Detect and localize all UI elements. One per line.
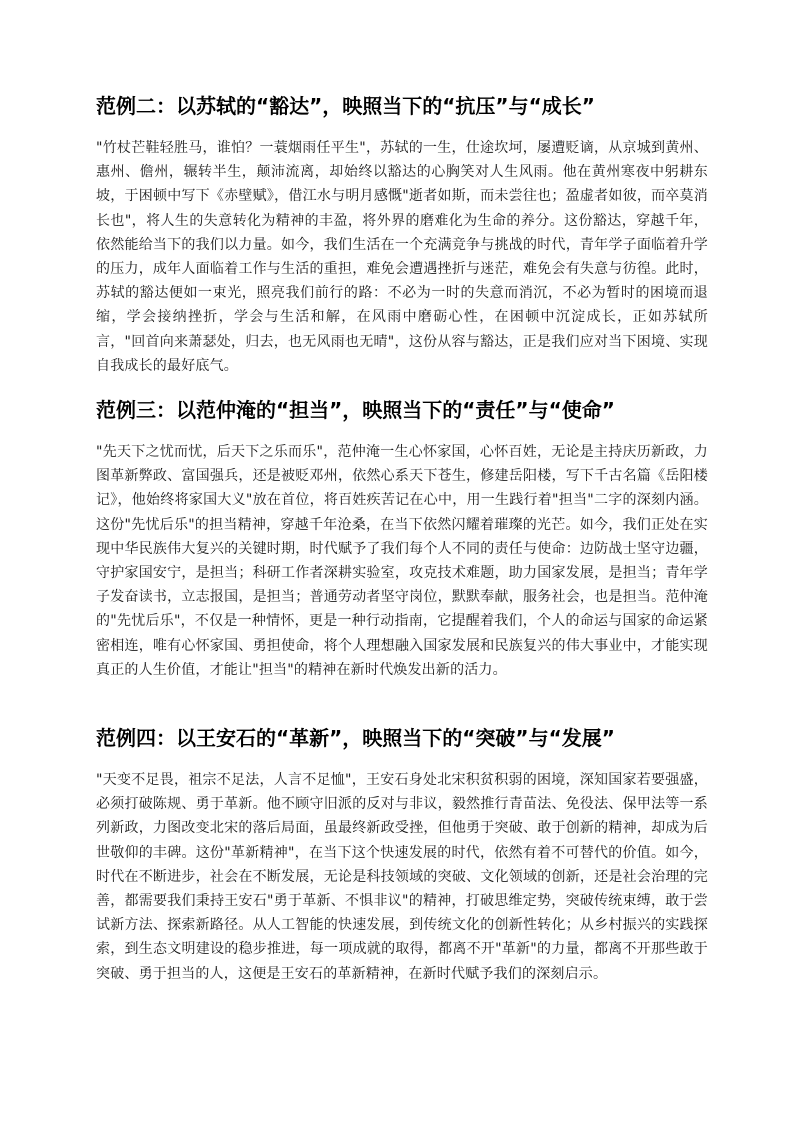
section-fanli-3 [96, 396, 708, 682]
section-fanli-2 [96, 92, 708, 378]
section-heading: 范例二：以苏轼的“豁达”，映照当下的“抗压”与“成长” [96, 94, 595, 118]
section-heading: 范例三：以范仲淹的“担当”，映照当下的“责任”与“使命” [96, 398, 615, 422]
section-paragraph: "竹杖芒鞋轻胜马，谁怕？一蓑烟雨任平生"，苏轼的一生，仕途坎坷，屡遭贬谪，从京城到黄州、惠州、儋州，辗转半生，颠沛流离，却始终以豁达的心胸笑对人生风雨。他在黄州寒夜中躬耕东坡，于困顿中写下《赤壁赋》，借江水与明月感慨"逝者如斯，而未尝往也；盈虚者如彼，而卒莫消长也"，将人生的失意转化为精神的丰盈，将外界的磨难化为生命的养分。这份豁达，穿越千年，依然能给当下的我们以力量。如今，我们生活在一个充满竞争与挑战的时代，青年学子面临着升学的压力，成年人面临着工作与生活的重担，难免会遭遇挫折与迷茫，难免会有失意与彷徨。此时，苏轼的豁达便如一束光，照亮我们前行的路：不必为一时的失意而消沉，不必为暂时的困境而退缩，学会接纳挫折，学会与生活和解，在风雨中磨砺心性，在困顿中沉淀成长，正如苏轼所言，"回首向来萧瑟处，归去，也无风雨也无晴"，这份从容与豁达，正是我们应对当下困境、实现自我成长的最好底气。 [96, 140, 708, 374]
section-paragraph: "先天下之忧而忧，后天下之乐而乐"，范仲淹一生心怀家国，心怀百姓，无论是主持庆历新政，力图革新弊政、富国强兵，还是被贬邓州，依然心系天下苍生，修建岳阳楼，写下千古名篇《岳阳楼记》，他始终将家国大义"放在首位，将百姓疾苦记在心中，用一生践行着"担当"二字的深刻内涵。这份"先忧后乐"的担当精神，穿越千年沧桑，在当下依然闪耀着璀璨的光芒。如今，我们正处在实现中华民族伟大复兴的关键时期，时代赋予了我们每个人不同的责任与使命：边防战士坚守边疆，守护家国安宁，是担当；科研工作者深耕实验室，攻克技术难题，助力国家发展，是担当；青年学子发奋读书，立志报国，是担当；普通劳动者坚守岗位，默默奉献，服务社会，也是担当。范仲淹的"先忧后乐"，不仅是一种情怀，更是一种行动指南，它提醒着我们，个人的命运与国家的命运紧密相连，唯有心怀家国、勇担使命，将个人理想融入国家发展和民族复兴的伟大事业中，才能实现真正的人生价值，才能让"担当"的精神在新时代焕发出新的活力。 [96, 444, 708, 678]
section-fanli-4 [96, 724, 708, 986]
section-heading: 范例四：以王安石的“革新”，映照当下的“突破”与“发展” [96, 726, 615, 750]
section-paragraph: "天变不足畏，祖宗不足法，人言不足恤"，王安石身处北宋积贫积弱的困境，深知国家若要强盛，必须打破陈规、勇于革新。他不顾守旧派的反对与非议，毅然推行青苗法、免役法、保甲法等一系列新政，力图改变北宋的落后局面，虽最终新政受挫，但他勇于突破、敢于创新的精神，却成为后世敬仰的丰碑。这份"革新精神"，在当下这个快速发展的时代，依然有着不可替代的价值。如今，时代在不断进步，社会在不断发展，无论是科技领域的突破、文化领域的创新，还是社会治理的完善，都需要我们秉持王安石"勇于革新、不惧非议"的精神，打破思维定势，突破传统束缚，敢于尝试新方法、探索新路径。从人工智能的快速发展，到传统文化的创新性转化；从乡村振兴的实践探索，到生态文明建设的稳步推进，每一项成就的取得，都离不开"革新"的力量，都离不开那些敢于突破、勇于担当的人，这便是王安石的革新精神，在新时代赋予我们的深刻启示。 [96, 772, 708, 982]
